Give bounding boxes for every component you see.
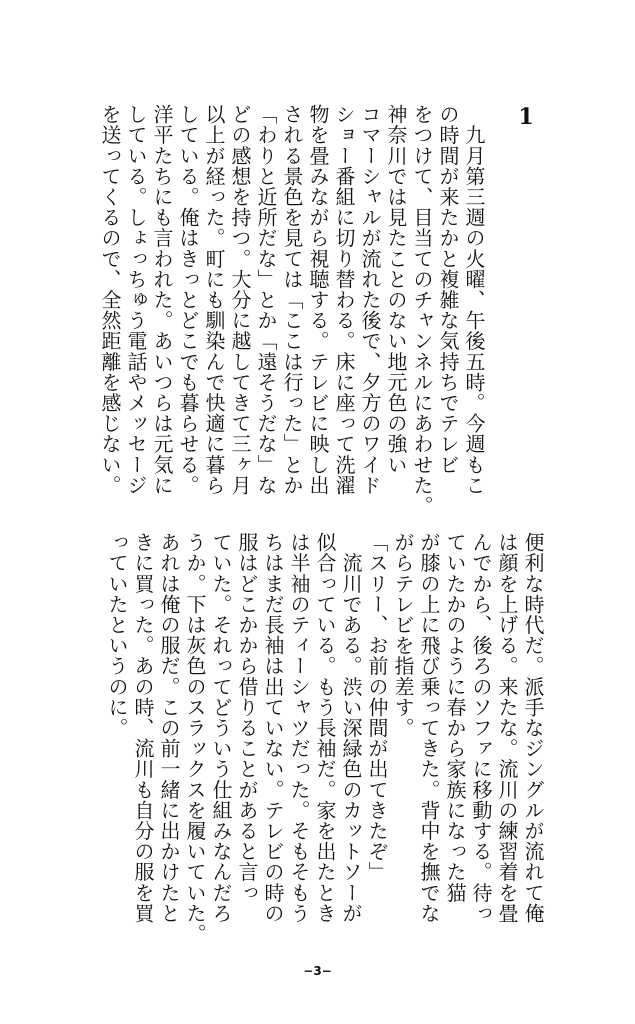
text-column: を送ってくるので、全然距離を感じない。 <box>98 104 122 496</box>
text-column: は顔を上げる。来たな。流川の練習着を畳 <box>495 532 519 924</box>
text-column: をつけて、目当てのチャンネルにあわせた。 <box>410 104 434 516</box>
text-column: ていたかのように春から家族になった猫 <box>443 532 467 903</box>
text-column: している。しょっちゅう電話やメッセージ <box>124 104 148 496</box>
text-column: 似合っている。もう長袖だ。家を出たとき <box>313 532 337 924</box>
text-column: っていたというのに。 <box>105 532 129 738</box>
text-column: ちはまだ長袖は出ていない。テレビの時の <box>261 532 285 924</box>
text-column: うか。下は灰色のスラックスを履いていた。 <box>183 532 207 944</box>
text-column: 流川である。渋い深緑色のカットソーが <box>339 532 363 924</box>
chapter-number: 1 <box>513 104 539 131</box>
text-column: がらテレビを指差す。 <box>391 532 415 738</box>
column-gap <box>487 104 513 516</box>
text-column: 神奈川では見たことのない地元色の強い <box>384 104 408 475</box>
page-number: −3− <box>303 964 332 978</box>
text-column: 以上が経った。町にも馴染んで快適に暮ら <box>202 104 226 496</box>
text-column: 物を畳みながら視聴する。テレビに映し出 <box>306 104 330 496</box>
text-column: 「わりと近所だな」とか「遠そうだな」な <box>254 104 278 496</box>
text-column: は半袖のティーシャツだった。そもそもう <box>287 532 311 924</box>
text-column: 便利な時代だ。派手なジングルが流れて俺 <box>521 532 545 924</box>
text-column: どの感想を持つ。大分に越してきて三ヶ月 <box>228 104 252 496</box>
top-text-block <box>97 104 539 516</box>
text-column: している。俺はきっとどこでも暮らせる。 <box>176 104 200 496</box>
text-column: コマーシャルが流れた後で、夕方のワイド <box>358 104 382 496</box>
bottom-text-block <box>104 532 546 944</box>
text-column: ショー番組に切り替わる。床に座って洗濯 <box>332 104 356 496</box>
text-column: 九月第三週の火曜、午後五時。今週もこ <box>462 104 486 496</box>
text-column: あれは俺の服だ。この前一緒に出かけたと <box>157 532 181 924</box>
text-column: 服はどこかから借りることがあると言っ <box>235 532 259 903</box>
text-column: される景色を見ては「ここは行った」とか <box>280 104 304 496</box>
text-column: が膝の上に飛び乗ってきた。背中を撫でな <box>417 532 441 924</box>
text-column: きに買った。あの時、流川も自分の服を買 <box>131 532 155 924</box>
text-column: 「スリー、お前の仲間が出てきたぞ」 <box>365 532 389 883</box>
text-column: ていた。それってどういう仕組みなんだろ <box>209 532 233 924</box>
text-column: の時間が来たかと複雑な気持ちでテレビ <box>436 104 460 475</box>
text-column: 洋平たちにも言われた。あいつらは元気に <box>150 104 174 496</box>
text-column: んでから、後ろのソファに移動する。待っ <box>469 532 493 924</box>
